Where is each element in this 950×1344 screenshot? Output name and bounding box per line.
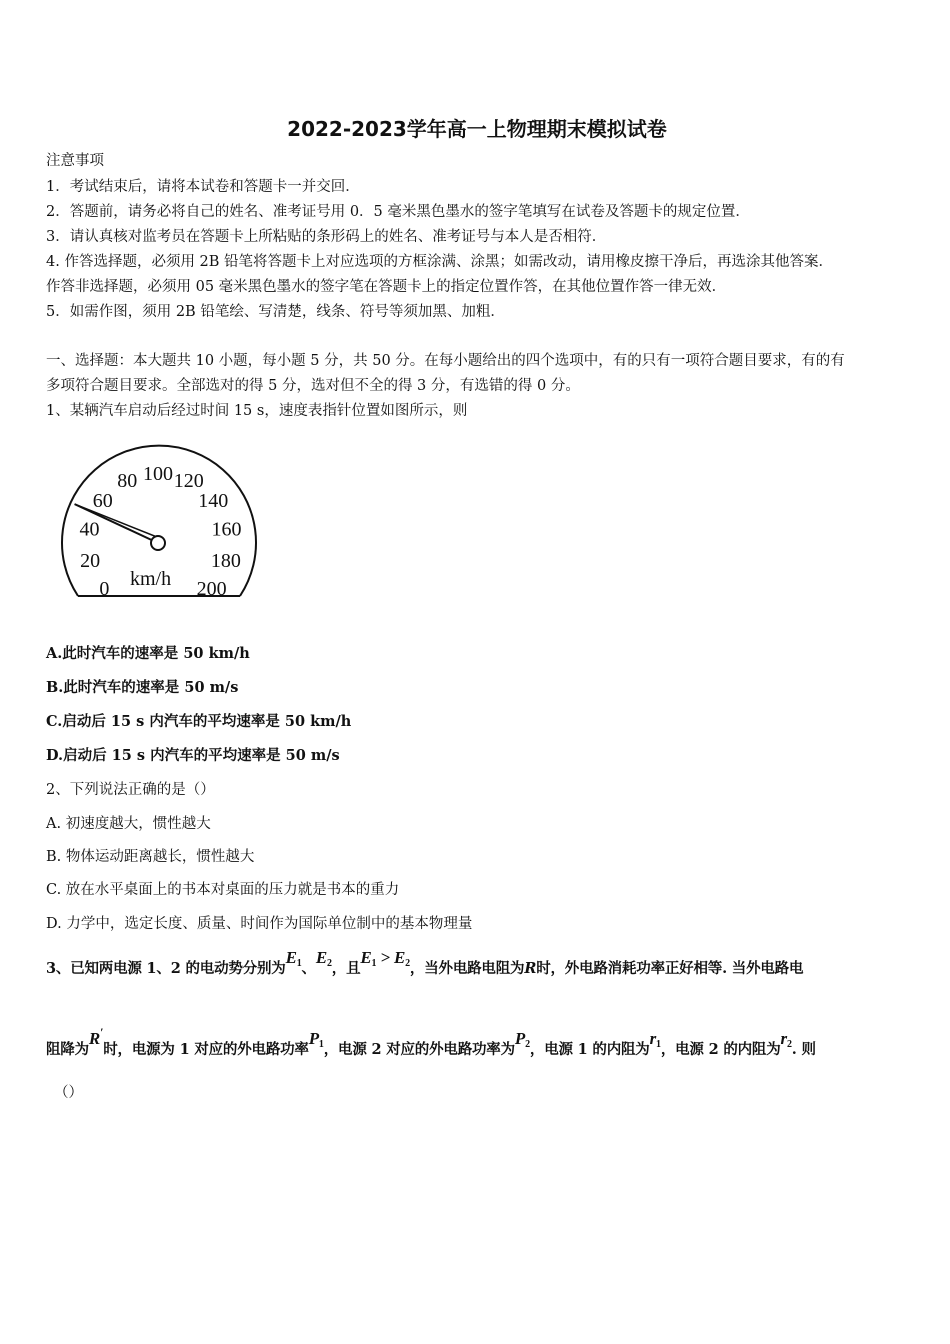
question-1-option-a: A.此时汽车的速率是 50 km/h bbox=[46, 645, 250, 662]
speedometer-label-200: 200 bbox=[196, 578, 227, 600]
question-3-text: . 则 bbox=[791, 1041, 816, 1058]
subscript-2: 2 bbox=[525, 1039, 530, 1050]
emf-e1 bbox=[286, 948, 302, 967]
power-p1 bbox=[309, 1029, 324, 1048]
symbol-r-small: r bbox=[649, 1029, 657, 1048]
speedometer-label-140: 140 bbox=[198, 489, 229, 512]
question-3-text: ，电源 1 的内阻为 bbox=[529, 1041, 650, 1058]
question-1-stem: 1、某辆汽车启动后经过时间 15 s，速度表指针位置如图所示，则 bbox=[46, 403, 468, 419]
question-2-option-a: A. 初速度越大，惯性越大 bbox=[46, 816, 211, 832]
notice-item-5: 5．如需作图，须用 2B 铅笔绘、写清楚，线条、符号等须加黑、加粗． bbox=[46, 304, 505, 320]
speedometer-svg bbox=[60, 443, 260, 608]
notice-heading: 注意事项 bbox=[46, 153, 104, 169]
symbol-p: P bbox=[308, 1029, 319, 1048]
question-3-text: ，电源 2 的内阻为 bbox=[660, 1041, 781, 1058]
page-title: 2022-2023学年高一上物理期末模拟试卷 bbox=[287, 117, 667, 141]
question-3-answer-blank: （） bbox=[54, 1085, 83, 1101]
symbol-e: E bbox=[285, 948, 297, 967]
symbol-e: E bbox=[315, 948, 327, 967]
question-3-text: ，当外电路电阻为 bbox=[409, 960, 525, 977]
question-3-text: ，电源 2 对应的外电路功率为 bbox=[323, 1041, 515, 1058]
subscript-2: 2 bbox=[326, 958, 332, 969]
resistance-r-prime bbox=[88, 1025, 104, 1048]
question-3-text: ，且 bbox=[331, 960, 361, 977]
subscript-1: 1 bbox=[656, 1039, 661, 1050]
speedometer-label-100: 100 bbox=[143, 463, 173, 485]
question-2-option-b: B. 物体运动距离越长，惯性越大 bbox=[46, 849, 255, 865]
question-3-line2 bbox=[46, 1025, 816, 1065]
subscript-1: 1 bbox=[318, 1039, 324, 1050]
symbol-r: R bbox=[524, 960, 537, 977]
speedometer-unit: km/h bbox=[130, 568, 172, 590]
subscript-2: 2 bbox=[786, 1039, 792, 1050]
speedometer-label-120: 120 bbox=[173, 470, 204, 493]
prime-mark: ′ bbox=[100, 1025, 104, 1039]
subscript-1: 1 bbox=[371, 958, 377, 969]
internal-resistance-r1 bbox=[650, 1029, 661, 1048]
symbol-p: P bbox=[514, 1029, 526, 1048]
internal-resistance-r2 bbox=[781, 1029, 792, 1048]
emf-e2 bbox=[316, 948, 332, 967]
subscript-2: 2 bbox=[405, 958, 410, 969]
question-3-text: 阻降为 bbox=[46, 1041, 89, 1058]
notice-item-1: 1．考试结束后，请将本试卷和答题卡一并交回． bbox=[46, 179, 360, 195]
subscript-1: 1 bbox=[296, 958, 302, 969]
speedometer-label-40: 40 bbox=[79, 518, 100, 541]
notice-item-4: 4. 作答选择题，必须用 2B 铅笔将答题卡上对应选项的方框涂满、涂黑；如需改动，请用橡皮擦干净后，再选涂其他答案． bbox=[46, 254, 834, 270]
speedometer-label-180: 180 bbox=[210, 549, 241, 572]
section-instructions-line1: 一、选择题：本大题共 10 小题，每小题 5 分，共 50 分。在每小题给出的四个选项中，有的只有一项符合题目要求，有的有 bbox=[46, 353, 845, 369]
question-2-option-c: C. 放在水平桌面上的书本对桌面的压力就是书本的重力 bbox=[46, 882, 400, 898]
greater-than: > bbox=[380, 948, 390, 967]
speedometer-label-0: 0 bbox=[99, 578, 110, 600]
notice-item-2: 2．答题前，请务必将自己的姓名、准考证号用 0．5 毫米黑色墨水的签字笔填写在试卷及答题卡的规定位置． bbox=[46, 204, 750, 220]
separator: 、 bbox=[301, 960, 316, 977]
question-2-stem: 2、下列说法正确的是（） bbox=[46, 782, 215, 798]
speedometer-label-80: 80 bbox=[117, 470, 138, 493]
question-2-option-d: D. 力学中，选定长度、质量、时间作为国际单位制中的基本物理量 bbox=[46, 916, 473, 932]
notice-item-3: 3．请认真核对监考员在答题卡上所粘贴的条形码上的姓名、准考证号与本人是否相符． bbox=[46, 229, 607, 245]
section-instructions-line2: 多项符合题目要求。全部选对的得 5 分，选对但不全的得 3 分，有选错的得 0 分。 bbox=[46, 378, 580, 394]
notice-item-4-continued: 作答非选择题，必须用 05 毫米黑色墨水的签字笔在答题卡上的指定位置作答，在其他位置作答一律无效． bbox=[46, 279, 727, 295]
question-3-text: 时，外电路消耗功率正好相等. 当外电路电 bbox=[536, 960, 804, 977]
speedometer-label-160: 160 bbox=[211, 518, 242, 541]
power-p2 bbox=[515, 1029, 530, 1048]
speedometer-figure bbox=[60, 443, 260, 608]
symbol-e: E bbox=[393, 948, 406, 967]
question-3-line1 bbox=[46, 948, 804, 984]
question-3-text: 3、已知两电源 1、2 的电动势分别为 bbox=[46, 960, 286, 977]
question-3-text: 时，电源为 1 对应的外电路功率 bbox=[103, 1041, 309, 1058]
question-1-option-d: D.启动后 15 s 内汽车的平均速率是 50 m/s bbox=[46, 747, 340, 764]
speedometer-label-60: 60 bbox=[92, 489, 113, 512]
question-1-option-b: B.此时汽车的速率是 50 m/s bbox=[46, 679, 239, 696]
symbol-r: R bbox=[88, 1029, 101, 1048]
question-1-option-c: C.启动后 15 s 内汽车的平均速率是 50 km/h bbox=[46, 713, 352, 730]
speedometer-label-20: 20 bbox=[80, 549, 101, 572]
symbol-r-small: r bbox=[780, 1029, 787, 1048]
speedometer-hub bbox=[151, 536, 165, 550]
symbol-e: E bbox=[360, 948, 372, 967]
inequality-e1-gt-e2 bbox=[360, 948, 410, 967]
